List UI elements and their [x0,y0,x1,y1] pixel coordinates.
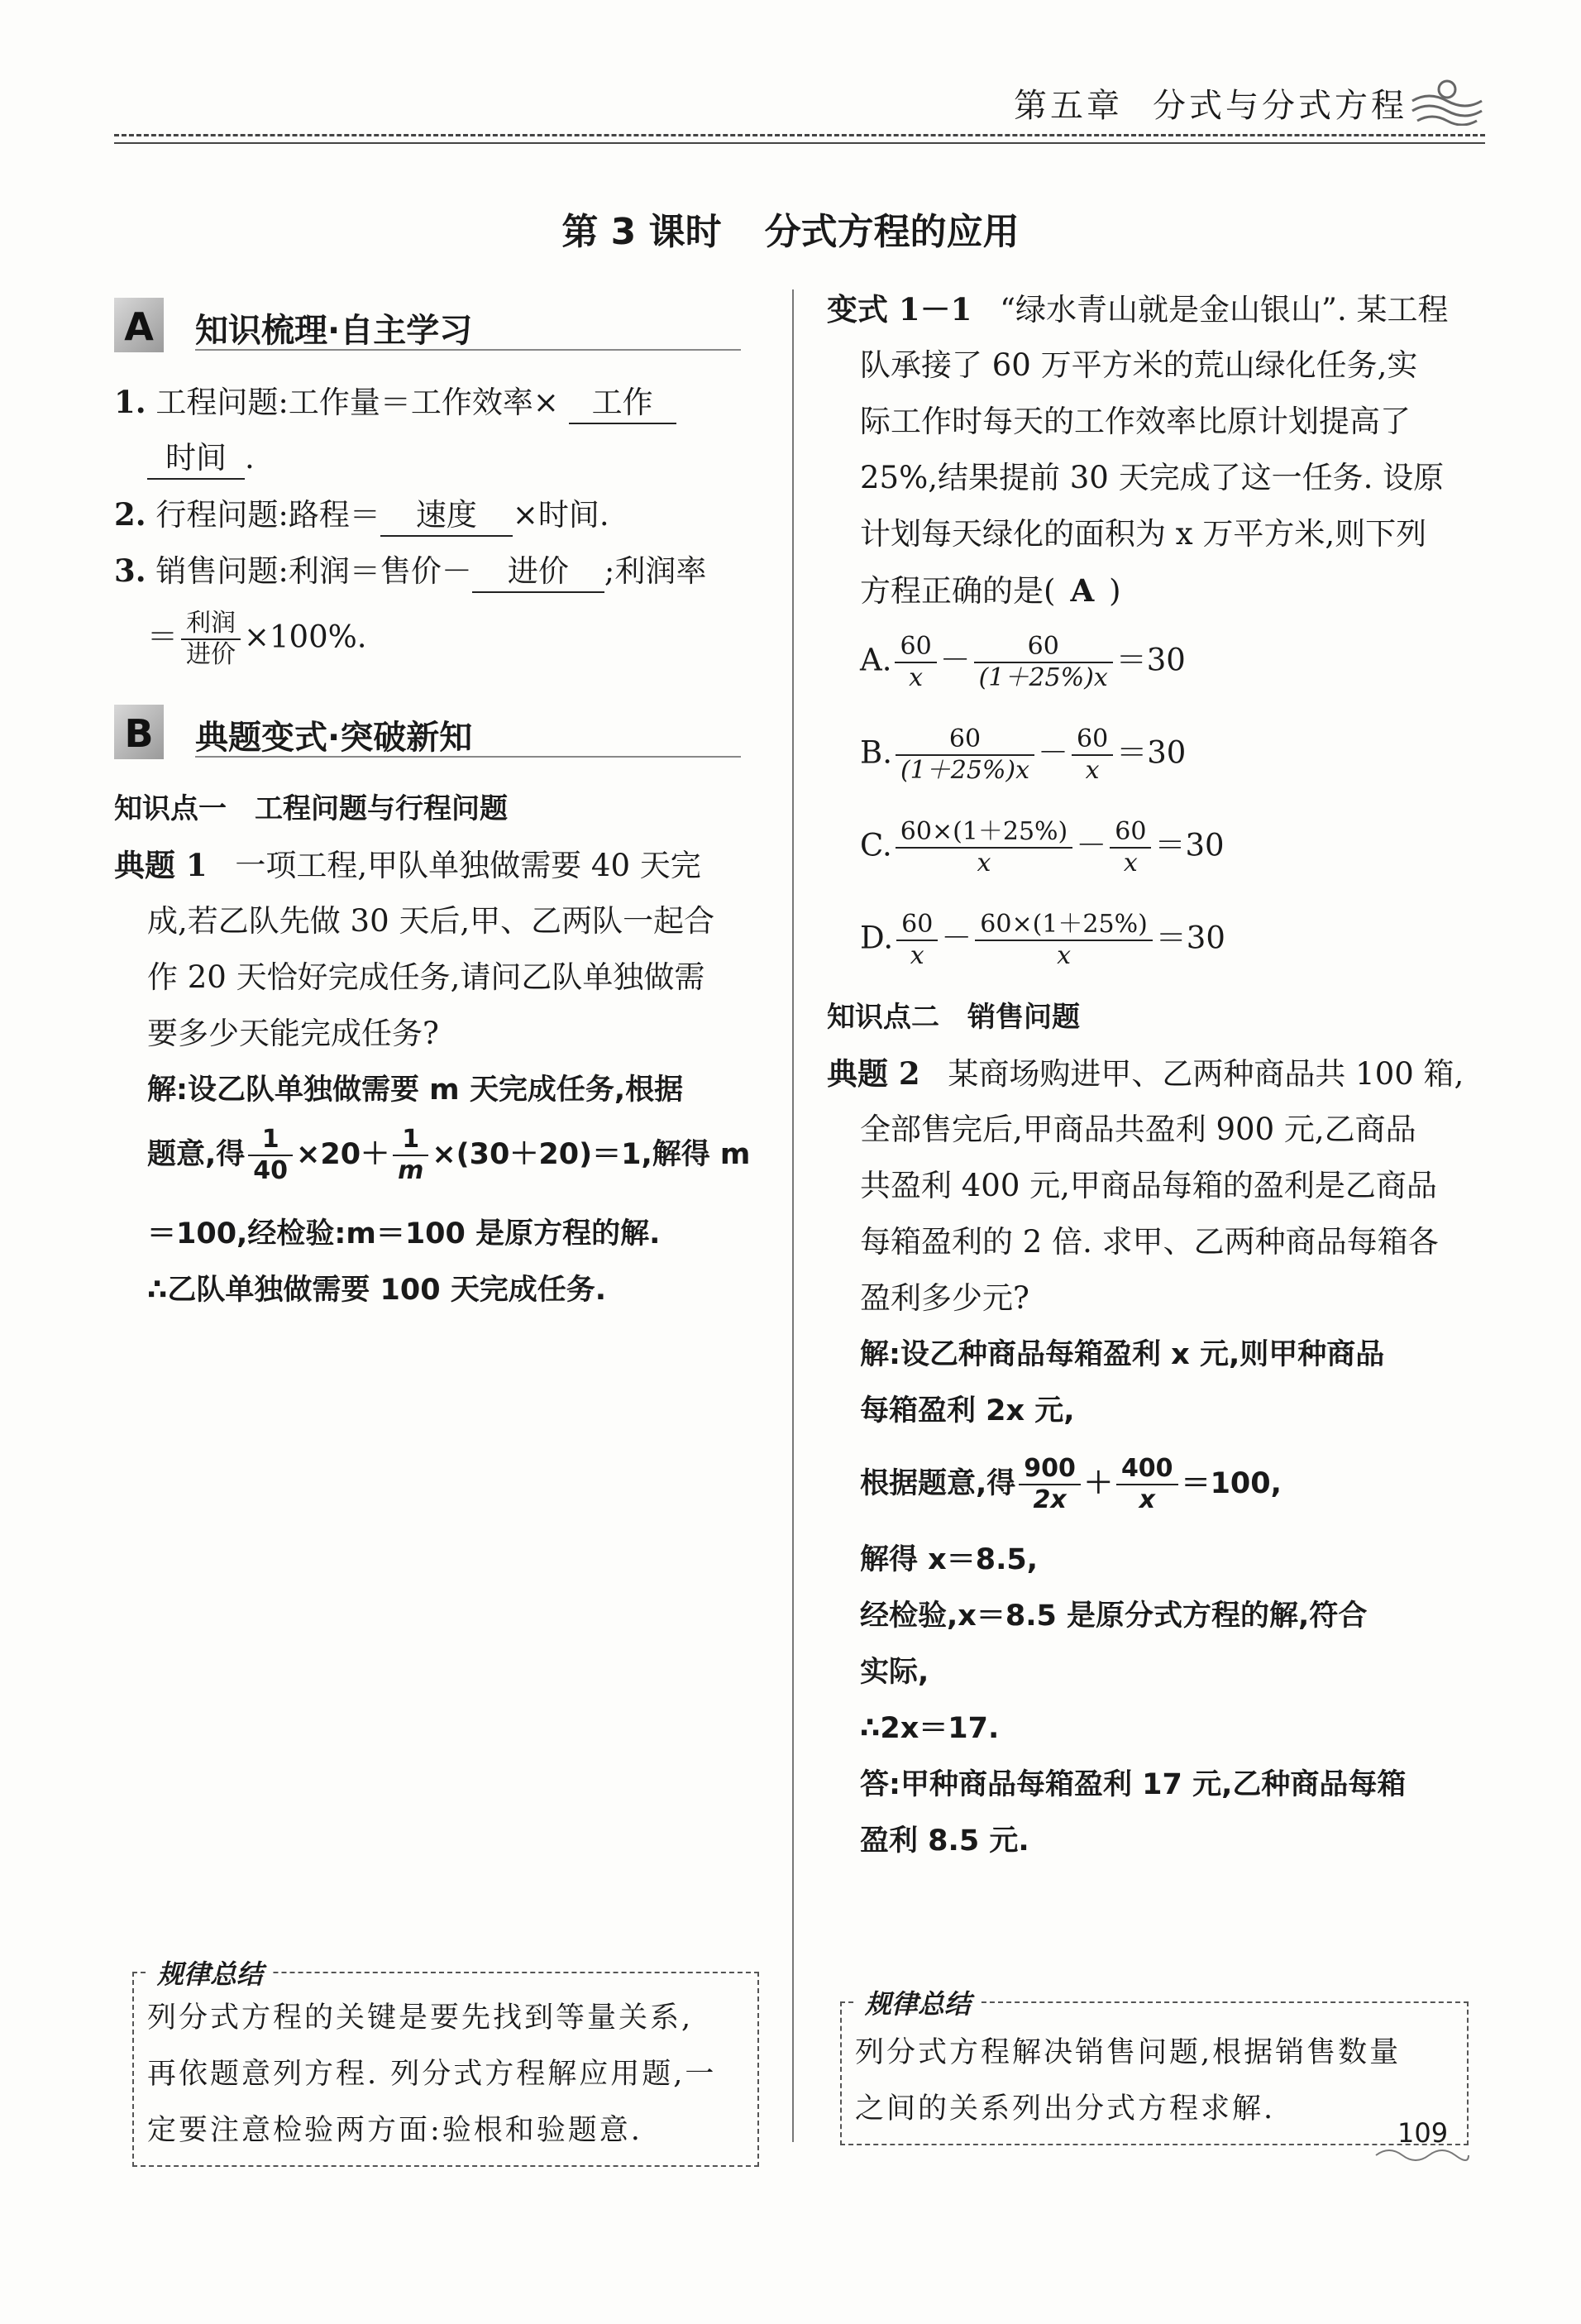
knowledge-item-1-cont: 时间 . [147,430,255,486]
variant-1-label: 变式 1－1 [827,291,972,328]
example-2-solution-6: ∴2x＝17. [860,1712,1000,1745]
summary-left-line-1: 列分式方程的关键是要先找到等量关系, [147,2001,694,2035]
example-2-label: 典题 2 [827,1055,920,1092]
lesson-number: 第 3 课时 [561,211,722,253]
answer-blank: 工作 [569,383,676,424]
variant-1-line-3: 际工作时每天的工作效率比原计划提高了 [860,404,1411,439]
example-2-line-1: 典题 2 某商场购进甲、乙两种商品共 100 箱, [827,1055,1464,1092]
knowledge-item-3-cont: ＝ $\frac{\text{利润}}{\text{进价}}$ ×100%. [147,609,367,669]
answer-blank: 时间 [147,438,245,480]
lesson-name: 分式方程的应用 [764,211,1020,253]
example-1-line-1: 典题 1 一项工程,甲队单独做需要 40 天完 [114,847,701,883]
section-a-title: 知识梳理·自主学习 [195,312,473,350]
chapter-label: 第五章 [1014,87,1123,125]
example-2-line-4: 每箱盈利的 2 倍. 求甲、乙两种商品每箱各 [860,1224,1439,1260]
summary-left-line-3: 定要注意检验两方面:验根和验题意. [147,2114,642,2147]
example-2-solution-3: 解得 x＝8.5, [860,1543,1039,1576]
chapter-title: 分式与分式方程 [1153,87,1407,125]
example-1-solution-2: 题意,得 $\frac{1}{40}$ ×20＋ $\frac{1}{m}$ ×(30＋20)＝1,解得 m [147,1125,751,1185]
summary-right-line-2: 之间的关系列出分式方程求解. [855,2092,1276,2126]
wave-ornament-icon [1409,76,1485,126]
example-2-line-2: 全部售完后,甲商品共盈利 900 元,乙商品 [860,1112,1416,1147]
example-1-line-2: 成,若乙队先做 30 天后,甲、乙两队一起合 [147,903,715,939]
example-1-solution-4: ∴乙队单独做需要 100 天完成任务. [147,1274,607,1307]
page-number: 109 [1397,2117,1449,2149]
header-solid-rule [114,142,1485,144]
section-a-heading [114,298,751,356]
option-c: C. $\frac{60\times(1+25\%)}{x}$ － $\frac{60}{x}$ ＝30 [860,817,1225,877]
example-2-equation: 根据题意,得 $\frac{900}{2x}$ ＋ $\frac{400}{x}$ ＝100, [860,1454,1282,1514]
fraction: $\frac{1}{m}$ [393,1125,428,1186]
running-header [984,79,1407,127]
example-2-solution-7: 答:甲种商品每箱盈利 17 元,乙种商品每箱 [860,1768,1407,1801]
summary-right-line-1: 列分式方程解决销售问题,根据销售数量 [855,2036,1402,2069]
summary-left-line-2: 再依题意列方程. 列分式方程解应用题,一 [147,2058,717,2091]
variant-1-line-6: 方程正确的是( A ) [860,572,1121,609]
example-1-label: 典题 1 [114,847,208,883]
answer-blank: 进价 [472,552,604,593]
example-2-solution-5: 实际, [860,1656,929,1689]
variant-1-answer: A [1070,572,1095,609]
example-2-line-5: 盈利多少元? [860,1280,1029,1316]
example-1-line-4: 要多少天能完成任务? [147,1016,439,1051]
section-b-title: 典题变式·突破新知 [195,719,473,757]
section-b-heading [114,705,751,763]
variant-1-line-1: 变式 1－1 “绿水青山就是金山银山”. 某工程 [827,291,1449,328]
example-2-solution-2: 每箱盈利 2x 元, [860,1394,1075,1427]
summary-right-title: 规律总结 [857,1983,979,2021]
summary-left-title: 规律总结 [149,1953,271,1992]
lesson-title [0,202,1581,255]
knowledge-item-3: 3. 销售问题:利润＝售价－ 进价 ;利润率 [114,543,706,600]
example-1-solution-3: ＝100,经检验:m＝100 是原方程的解. [147,1217,661,1250]
example-2-solution-4: 经检验,x＝8.5 是原分式方程的解,符合 [860,1600,1368,1633]
option-d: D. $\frac{60}{x}$ － $\frac{60\times(1+25\%)}{x}$ ＝30 [860,910,1225,970]
example-1-line-3: 作 20 天恰好完成任务,请问乙队单独做需 [147,959,705,995]
variant-1-line-4: 25%,结果提前 30 天完成了这一任务. 设原 [860,460,1445,495]
knowledge-item-1: 1. 工程问题:工作量＝工作效率× 工作 [114,374,676,431]
answer-blank: 速度 [380,495,513,537]
section-b-underline [195,756,741,758]
knowledge-point-1: 知识点一 工程问题与行程问题 [114,792,508,825]
example-1-solution-1: 解:设乙队单独做需要 m 天完成任务,根据 [147,1074,684,1107]
example-2-solution-8: 盈利 8.5 元. [860,1824,1029,1858]
header-dashed-rule [114,134,1485,136]
example-2-solution-1: 解:设乙种商品每箱盈利 x 元,则甲种商品 [860,1338,1385,1371]
option-b: B. $\frac{60}{(1+25\%)x}$ － $\frac{60}{x}$ ＝30 [860,724,1187,785]
section-a-underline [195,349,741,351]
column-divider [792,289,794,2142]
fraction: $\frac{\text{利润}}{\text{进价}}$ [181,609,241,670]
variant-1-line-2: 队承接了 60 万平方米的荒山绿化任务,实 [860,347,1418,383]
fraction: $\frac{1}{40}$ [248,1125,293,1186]
knowledge-item-2: 2. 行程问题:路程＝ 速度 ×时间. [114,486,609,543]
knowledge-point-2: 知识点二 销售问题 [827,1001,1080,1034]
variant-1-line-5: 计划每天绿化的面积为 x 万平方米,则下列 [860,516,1427,552]
section-b-badge: B [114,705,164,759]
example-2-line-3: 共盈利 400 元,甲商品每箱的盈利是乙商品 [860,1168,1437,1203]
section-a-badge: A [114,298,164,352]
page-ornament-icon [1373,2145,1472,2165]
option-a: A. $\frac{60}{x}$ － $\frac{60}{(1+25\%)x}$ ＝30 [860,632,1186,692]
